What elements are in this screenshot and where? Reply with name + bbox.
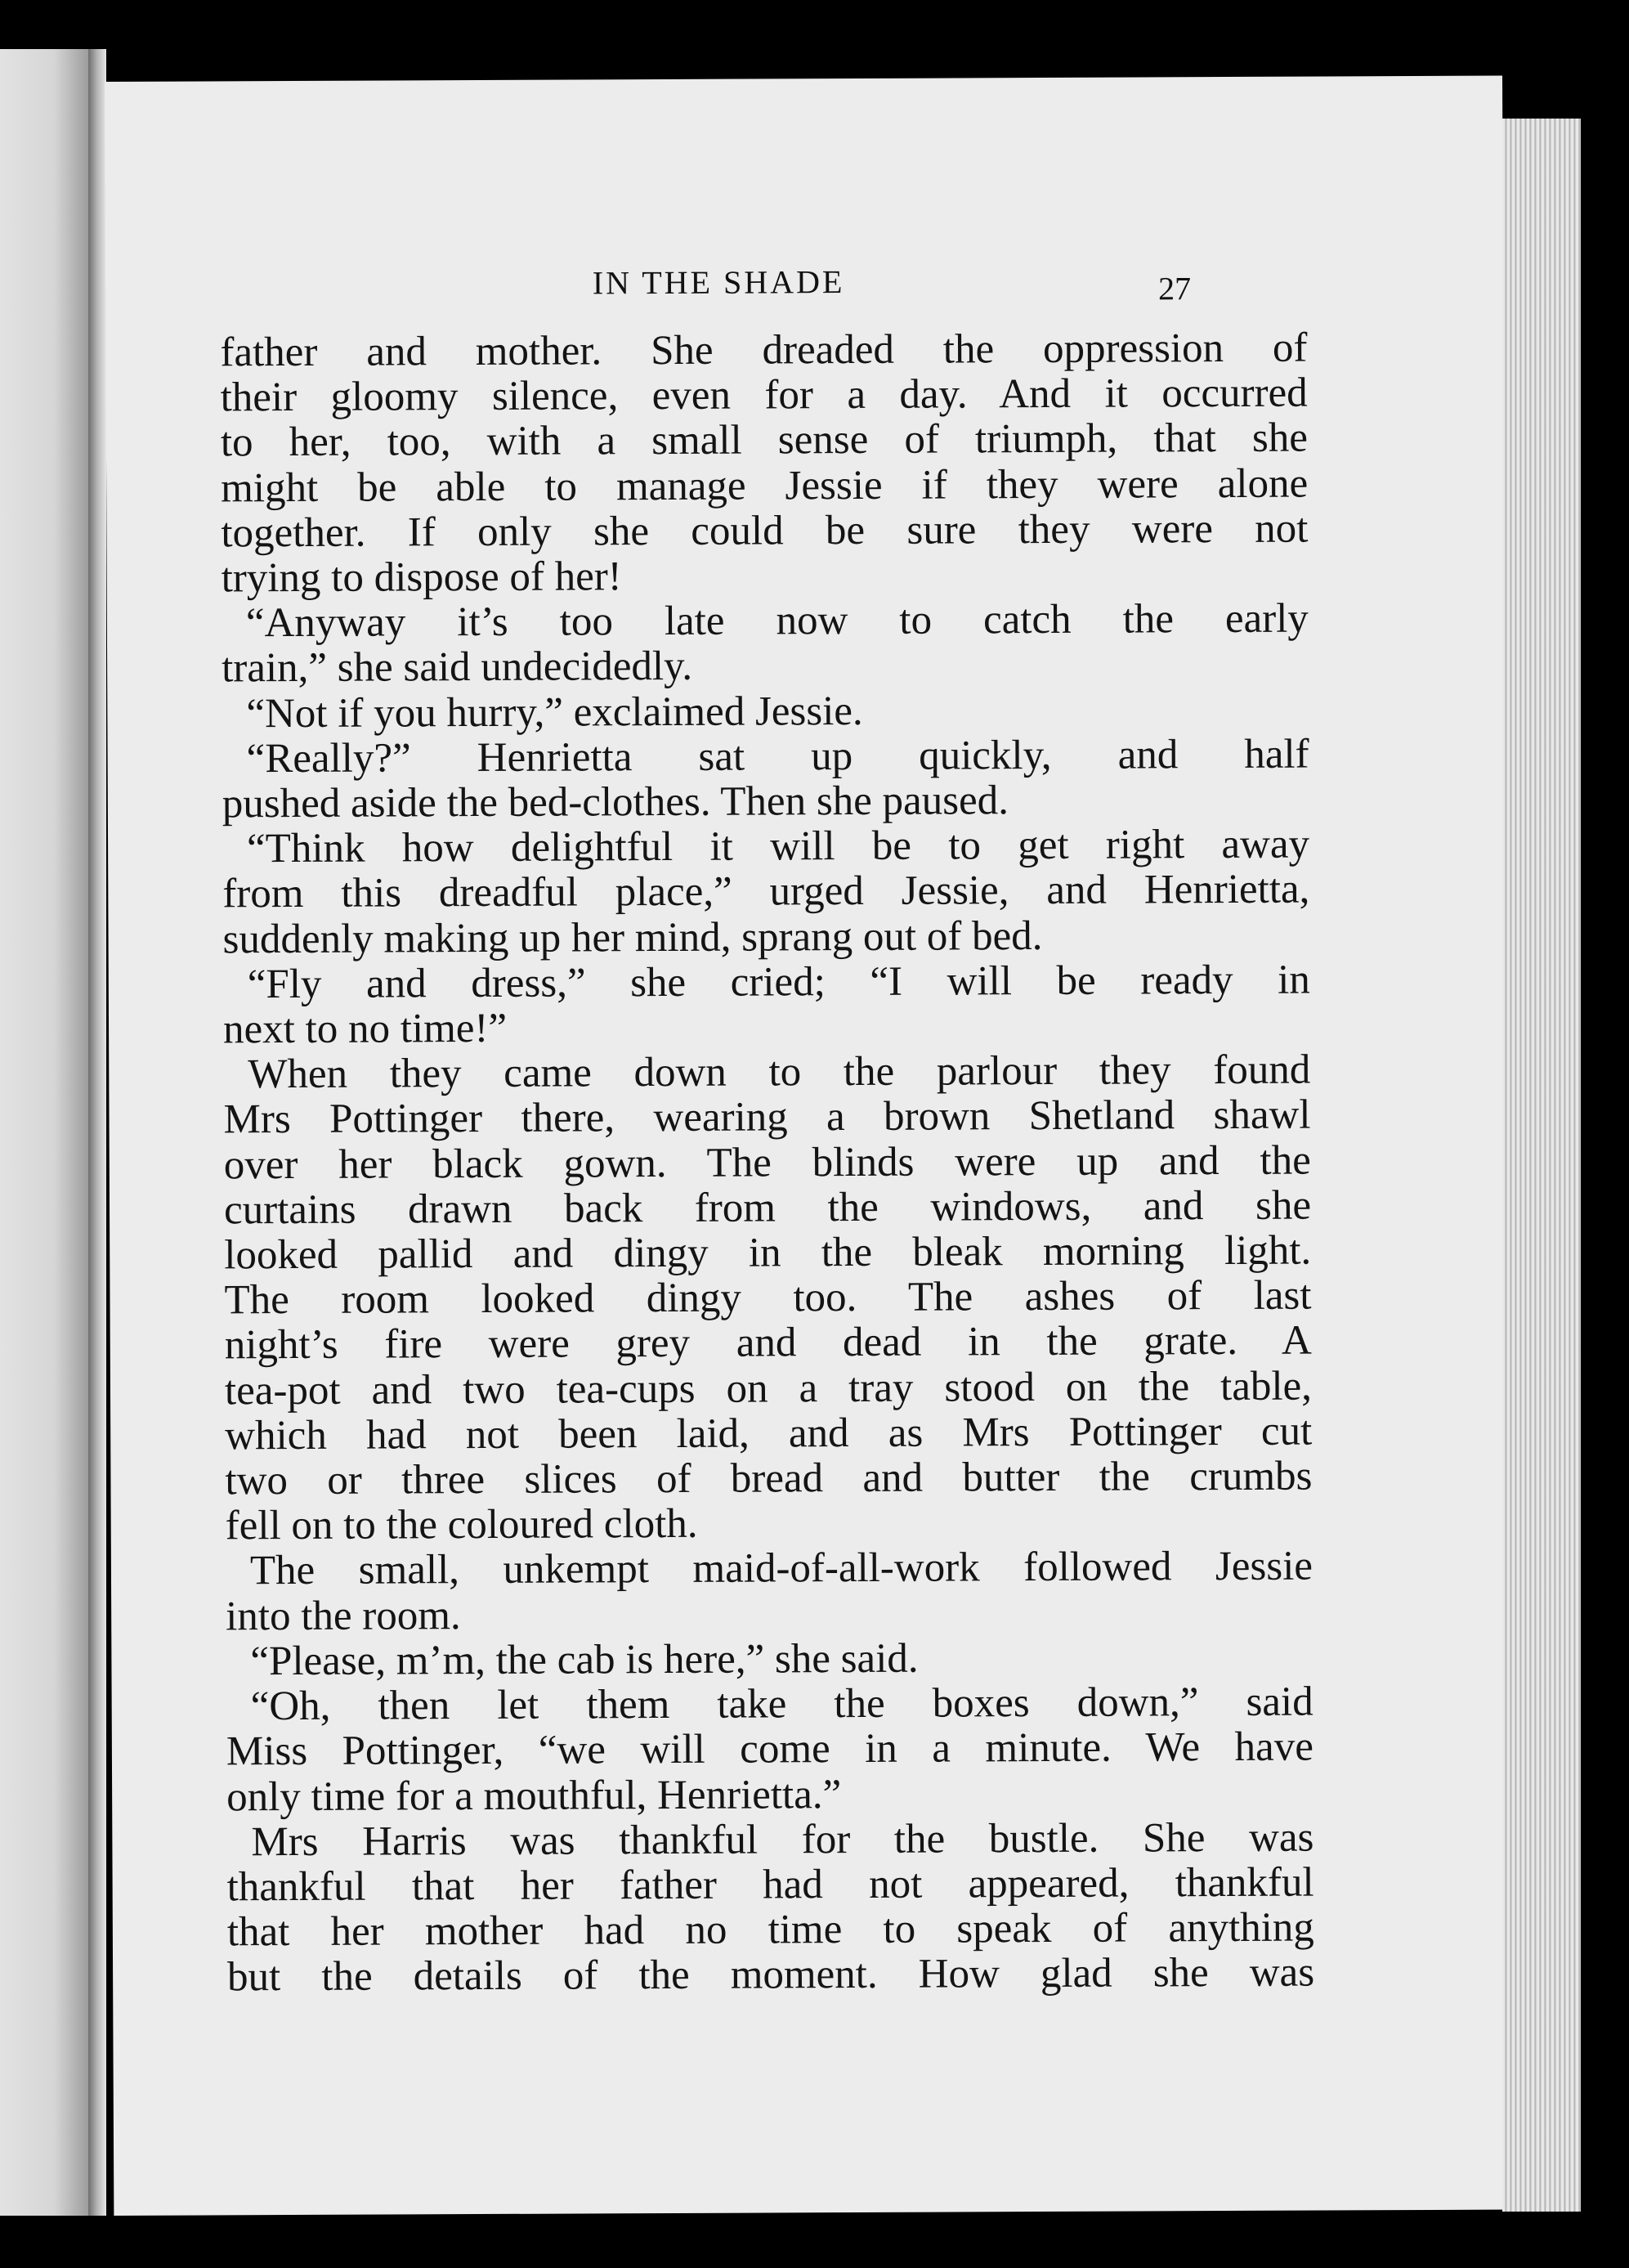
text-line: two or three slices of bread and butter the crumbs [225,1453,1313,1504]
left-page-edge [0,49,90,2216]
text-line: pushed aside the bed-clothes. Then she paused. [222,778,1009,827]
text-line: fell on to the coloured cloth. [225,1501,698,1549]
text-line: from this dreadful place,” urged Jessie, and Henrietta, [222,867,1310,917]
text-line: curtains drawn back from the windows, and she [223,1182,1312,1234]
page-body-text [220,326,1314,2001]
text-line: The small, unkempt maid-of-all-work followed Jessie [249,1544,1313,1594]
text-line: father and mother. She dreaded the oppression of [220,325,1308,376]
text-line: “Anyway it’s too late now to catch the early [245,595,1309,647]
text-line: “Please, m’m, the cab is here,” she said. [250,1635,919,1685]
text-line: tea-pot and two tea-cups on a tray stood on the table, [224,1363,1313,1414]
page-edges [1502,119,1581,2212]
text-line: into the room. [226,1592,461,1640]
text-line: Mrs Pottinger there, wearing a brown Shetland shawl [223,1092,1311,1143]
text-line: “Really?” Henrietta sat up quickly, and half [246,731,1309,782]
text-line: next to no time!” [222,1005,508,1053]
text-line: Mrs Harris was thankful for the bustle. She was [251,1814,1314,1865]
page-number: 27 [1158,270,1192,307]
text-line: to her, too, with a small sense of triumph, that she [220,415,1309,466]
text-line: When they came down to the parlour they found [248,1047,1311,1098]
text-line: train,” she said undecidedly. [222,643,693,692]
text-line: over her black gown. The blinds were up and the [223,1137,1311,1189]
text-line: The room looked dingy too. The ashes of last [224,1272,1312,1324]
text-line: which had not been laid, and as Mrs Pottinger cut [225,1408,1313,1459]
book-page [105,76,1511,2216]
text-line: suddenly making up her mind, sprang out of bed. [222,912,1043,963]
text-line: Miss Pottinger, “we will come in a minute. We have [226,1723,1314,1775]
text-line: “Think how delightful it will be to get right away [246,821,1310,872]
text-line: their gloomy silence, even for a day. And it occurred [220,370,1308,421]
text-line: “Not if you hurry,” exclaimed Jessie. [246,688,863,737]
text-line: “Oh, then let them take the boxes down,” said [250,1679,1313,1730]
text-line: trying to dispose of her! [221,554,622,602]
text-line: “Fly and dress,” she cried; “I will be ready in [247,957,1310,1008]
text-line: might be able to manage Jessie if they were alone [221,460,1309,511]
text-line: but the details of the moment. How glad she was [226,1949,1315,2001]
running-head: IN THE SHADE [592,263,845,302]
book-gutter [88,49,106,2216]
text-line: looked pallid and dingy in the bleak morning light. [224,1227,1312,1279]
text-line: together. If only she could be sure they were not [221,505,1309,557]
text-line: only time for a mouthful, Henrietta.” [226,1771,842,1820]
text-line: night’s fire were grey and dead in the grate. A [224,1318,1312,1369]
text-line: thankful that her father had not appeared, thankful [226,1859,1314,1911]
text-line: that her mother had no time to speak of anything [226,1904,1314,1956]
